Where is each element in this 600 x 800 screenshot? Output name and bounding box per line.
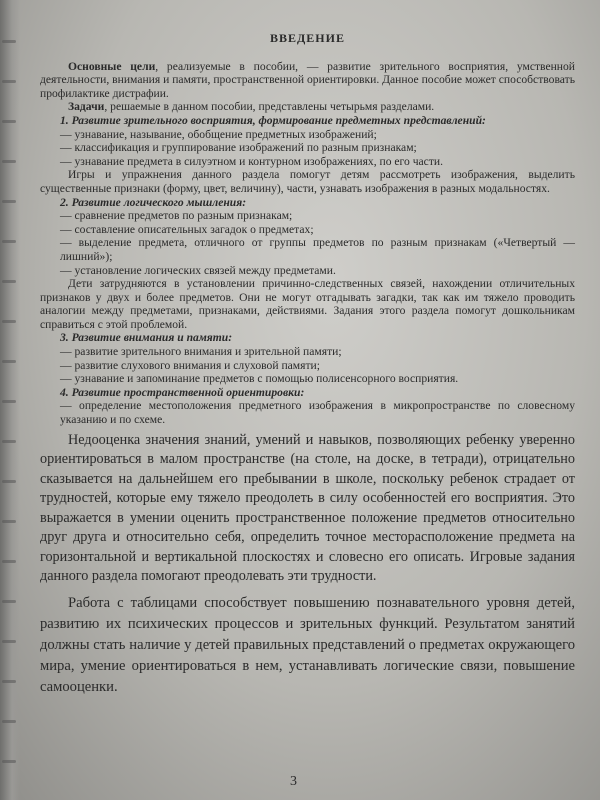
section-2-title: 2. Развитие логического мышления: [60, 195, 247, 209]
section-1-title: 1. Развитие зрительного восприятия, формирование предметных представлений: [60, 113, 486, 127]
list-item: — составление описательных загадок о предметах; [60, 223, 575, 237]
tasks-lead: Задачи [68, 100, 105, 114]
section-2-note: Дети затрудняются в установлении причинно-следственных связей, нахождении отличительных признаков у двух и более предметов. Они не могут отгадывать загадки, так как им тяжело проводить аналогии между предметами, признаками, действиями. Задания этого раздела помогут дошкольникам справиться с этой проблемой. [40, 277, 575, 331]
body-paragraph-2: Работа с таблицами способствует повышению познавательного уровня детей, развитию их психических процессов и зрительных функций. Результатом занятий должны стать наличие у детей правильных представлений о предметах окружающего мира, умение ориентироваться в нем, устанавливать логические связи, повышение самооценки. [40, 594, 575, 695]
list-item: — узнавание и запоминание предметов с помощью полисенсорного восприятия. [60, 372, 575, 386]
page-content [40, 32, 575, 698]
list-item: — развитие зрительного внимания и зрительной памяти; [60, 345, 575, 359]
list-item: — сравнение предметов по разным признакам; [60, 209, 575, 223]
intro-paragraph [40, 60, 575, 101]
list-item: — классификация и группирование изображений по разным признакам; [60, 141, 575, 155]
intro-lead: Основные цели [68, 59, 156, 73]
list-item: — развитие слухового внимания и слуховой памяти; [60, 359, 575, 373]
section-1-note: Игры и упражнения данного раздела помогут детям рассмотреть изображения, выделить существенные признаки (форму, цвет, величину), части, узнавать изображения в разных модальностях. [40, 168, 575, 195]
section-3-title: 3. Развитие внимания и памяти: [60, 331, 233, 345]
tasks-paragraph [40, 100, 575, 114]
list-item: — узнавание, называние, обобщение предметных изображений; [60, 128, 575, 142]
list-item: — установление логических связей между предметами. [60, 264, 575, 278]
tasks-text: , решаемые в данном пособии, представлены четырьмя разделами. [104, 100, 435, 114]
spiral-binding [0, 0, 20, 800]
section-4-title: 4. Развитие пространственной ориентировки: [60, 385, 305, 399]
page-title: ВВЕДЕНИЕ [270, 31, 345, 45]
list-item: — узнавание предмета в силуэтном и контурном изображениях, по его части. [60, 155, 575, 169]
intro-text: , реализуемые в пособии, — развитие зрительного восприятия, умственной деятельности, внимания и памяти, пространственной ориентировки. Данное пособие может способствовать профилактике дистрафии. [40, 59, 575, 100]
page-number: 3 [290, 774, 297, 789]
list-item: — выделение предмета, отличного от группы предметов по разным признакам («Четвертый — лишний»); [60, 236, 575, 263]
list-item: — определение местоположения предметного изображения в микропространстве по словесному указанию и по схеме. [60, 399, 575, 426]
body-paragraph-1: Недооценка значения знаний, умений и навыков, позволяющих ребенку уверенно ориентироваться в малом пространстве (на столе, на доске, в тетради), отрицательно сказывается на дальнейшем его пребывании в школе, поскольку ребенок страдает от трудностей, которые ему тяжело преодолеть в силу особенностей его восприятия. Это выражается в умении оценить пространственное положение предметов относительно друг друга и относительно себя, определить точное месторасположение предмета на горизонтальной и вертикальной плоскостях и словесно его описать. Игровые задания данного раздела помогают преодолевать эти трудности. [40, 431, 575, 585]
